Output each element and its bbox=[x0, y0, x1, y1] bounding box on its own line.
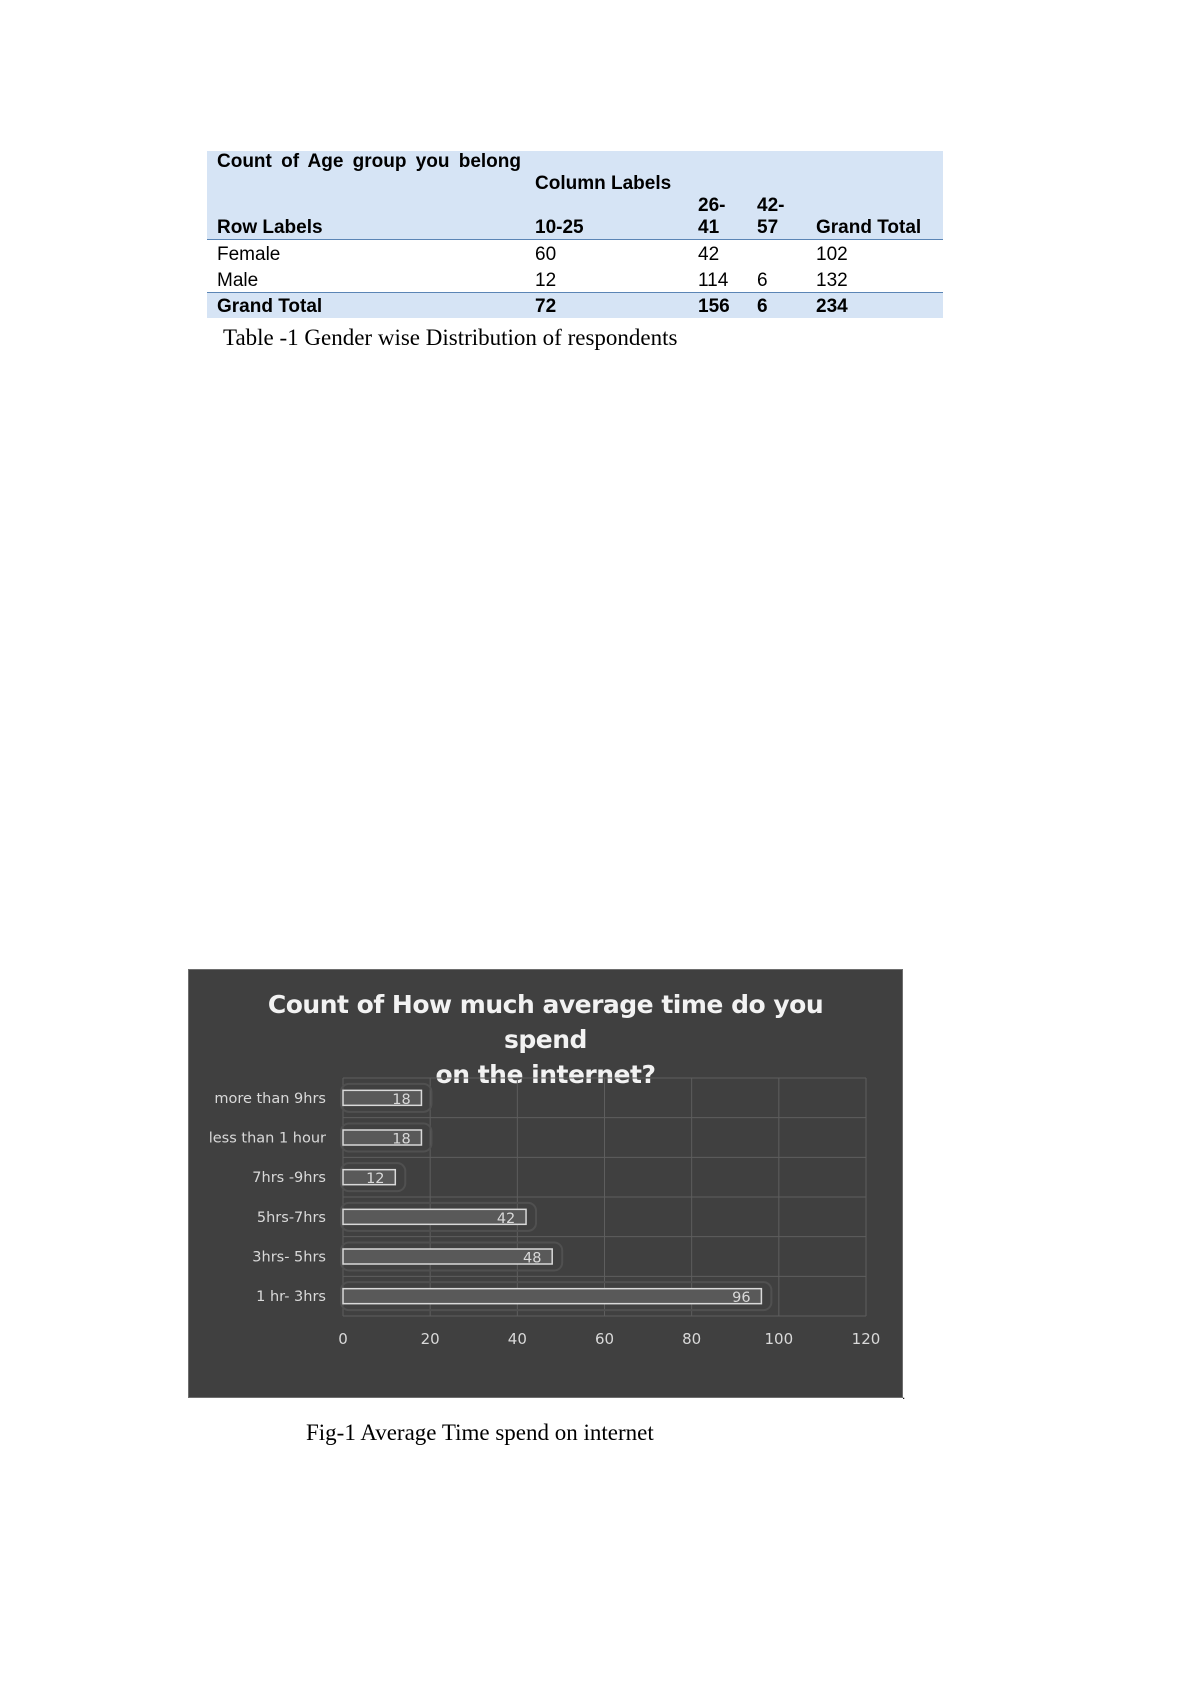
corner-label: Count of Age group you belong bbox=[207, 151, 525, 195]
category-label: 1 hr- 3hrs bbox=[256, 1289, 326, 1306]
category-label: 7hrs -9hrs bbox=[252, 1170, 326, 1187]
table-total-row bbox=[207, 293, 943, 319]
category-label: 5hrs-7hrs bbox=[256, 1209, 326, 1226]
pivot-table bbox=[207, 151, 943, 318]
x-tick-label: 20 bbox=[420, 1330, 440, 1348]
chart-title-line: Count of How much average time do you spend bbox=[267, 990, 824, 1054]
column-header: Grand Total bbox=[806, 195, 943, 240]
table-cell bbox=[747, 240, 806, 267]
table-cell: 132 bbox=[816, 270, 848, 291]
x-tick-label: 80 bbox=[682, 1330, 702, 1348]
bar bbox=[343, 1249, 552, 1264]
column-header: 26- 41 bbox=[688, 195, 747, 240]
column-header: 10-25 bbox=[525, 195, 688, 240]
data-label: 12 bbox=[366, 1171, 385, 1188]
x-tick-label: 60 bbox=[594, 1330, 615, 1348]
total-cell: 72 bbox=[525, 293, 688, 319]
total-cell: 156 bbox=[688, 293, 747, 319]
table-cell: 114 bbox=[698, 270, 729, 291]
table-cell: 42 bbox=[698, 244, 720, 265]
table-caption: Table -1 Gender wise Distribution of respondents bbox=[223, 325, 678, 350]
row-labels-heading: Row Labels bbox=[207, 195, 525, 240]
table-column-header-row bbox=[207, 195, 943, 240]
data-label: 96 bbox=[732, 1290, 751, 1307]
row-label: Female bbox=[217, 244, 281, 265]
category-label: 3hrs- 5hrs bbox=[252, 1249, 326, 1266]
x-tick-label: 0 bbox=[338, 1330, 348, 1348]
total-cell: 234 bbox=[806, 293, 943, 319]
table-cell: 12 bbox=[535, 270, 557, 291]
table-header-row bbox=[207, 151, 943, 195]
row-label: Male bbox=[217, 270, 259, 291]
data-label: 42 bbox=[496, 1210, 516, 1227]
table-row bbox=[207, 240, 943, 267]
table-cell: 6 bbox=[757, 270, 768, 291]
x-tick-label: 40 bbox=[507, 1330, 527, 1348]
data-label: 18 bbox=[392, 1131, 411, 1148]
chart-title-line: on the internet? bbox=[435, 1060, 656, 1089]
trailing-mark: . bbox=[902, 1388, 906, 1402]
column-labels-heading: Column Labels bbox=[525, 151, 688, 195]
category-label: less than 1 hour bbox=[208, 1130, 326, 1147]
data-label: 48 bbox=[522, 1250, 542, 1267]
x-tick-label: 100 bbox=[764, 1330, 794, 1348]
bar bbox=[343, 1289, 761, 1307]
figure-caption: Fig-1 Average Time spend on internet bbox=[306, 1420, 654, 1445]
total-cell: 6 bbox=[747, 293, 806, 319]
chart-plot bbox=[189, 970, 902, 1397]
table-cell: 102 bbox=[816, 244, 848, 265]
bar-chart bbox=[188, 969, 903, 1398]
category-label: more than 9hrs bbox=[214, 1090, 326, 1107]
data-label: 18 bbox=[392, 1091, 411, 1108]
column-header: 42- 57 bbox=[747, 195, 806, 240]
table-cell: 60 bbox=[535, 244, 557, 265]
table-row bbox=[207, 266, 943, 293]
total-label: Grand Total bbox=[207, 293, 525, 319]
x-tick-label: 120 bbox=[851, 1330, 881, 1348]
